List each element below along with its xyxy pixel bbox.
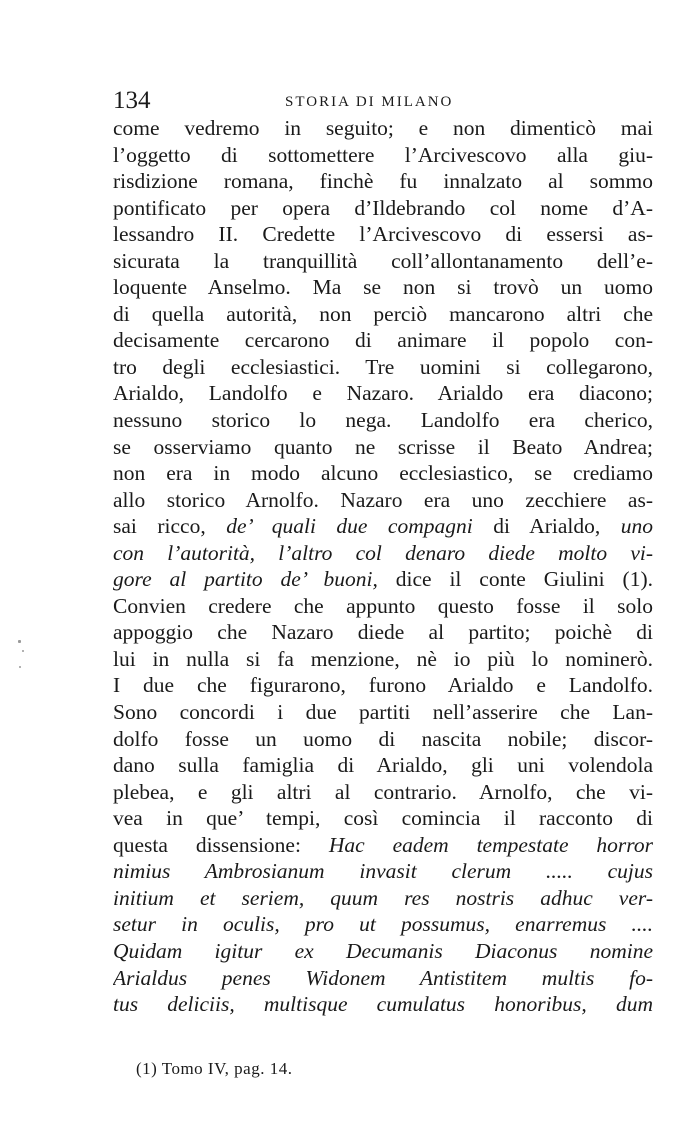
text-line (113, 699, 653, 726)
italic-text-segment: nimius Ambrosianum invasit clerum ..... cujus (113, 859, 653, 884)
italic-text-segment: setur in oculis, pro ut possumus, enarremus .... (113, 912, 653, 937)
italic-text-segment: initium et seriem, quum res nostris adhuc ver- (113, 885, 653, 910)
text-segment: sai ricco, (113, 514, 227, 539)
text-line (113, 301, 653, 328)
page-number: 134 (113, 87, 151, 114)
text-line (113, 380, 653, 407)
text-segment: l’oggetto di sottomettere l’Arcivescovo alla giu- (113, 142, 653, 167)
running-title: STORIA DI MILANO (285, 94, 454, 110)
text-segment: dano sulla famiglia di Arialdo, gli uni volendola (113, 753, 653, 778)
text-line (113, 779, 653, 806)
text-line (113, 593, 653, 620)
text-segment: vea in que’ tempi, così comincia il racconto di (113, 806, 653, 831)
text-segment: non era in modo alcuno ecclesiastico, se crediamo (113, 461, 653, 486)
text-line (113, 965, 653, 992)
text-line (113, 619, 653, 646)
text-line (113, 407, 653, 434)
text-line (113, 566, 653, 593)
running-head (113, 86, 653, 116)
text-segment: pontificato per opera d’Ildebrando col nome d’A- (113, 195, 653, 220)
text-segment: dolfo fosse un uomo di nascita nobile; discor- (113, 726, 653, 751)
text-line (113, 195, 653, 222)
text-line (113, 885, 653, 912)
text-line (113, 726, 653, 753)
text-line (113, 805, 653, 832)
italic-text-segment: Quidam igitur ex Decumanis Diaconus nomine (113, 938, 653, 963)
text-segment: nessuno storico lo nega. Landolfo era cherico, (113, 408, 653, 433)
text-line (113, 221, 653, 248)
italic-text-segment: tus deliciis, multisque cumulatus honoribus, dum (113, 992, 653, 1017)
text-segment: come vedremo in seguito; e non dimenticò mai (113, 116, 653, 140)
text-line (113, 142, 653, 169)
text-segment: allo storico Arnolfo. Nazaro era uno zecchiere as- (113, 487, 653, 512)
text-segment: se osserviamo quanto ne scrisse il Beato Andrea; (113, 434, 653, 459)
text-line (113, 274, 653, 301)
text-segment: questa dissensione: (113, 832, 329, 857)
italic-text-segment: con l’autorità, l’altro col denaro diede molto vi- (113, 540, 653, 565)
text-line (113, 752, 653, 779)
margin-speck (19, 666, 21, 668)
italic-text-segment: Hac eadem tempestate horror (328, 832, 653, 857)
italic-text-segment: Arialdus penes Widonem Antistitem multis fo- (113, 965, 653, 990)
text-line (113, 540, 653, 567)
text-segment: lessandro II. Credette l’Arcivescovo di essersi as- (113, 222, 653, 247)
italic-text-segment: gore al partito de’ buoni, (113, 567, 378, 592)
text-line (113, 991, 653, 1018)
text-line (113, 460, 653, 487)
text-line (113, 832, 653, 859)
text-segment: Arialdo, Landolfo e Nazaro. Arialdo era diacono; (113, 381, 653, 406)
text-segment: di Arialdo, (472, 514, 621, 539)
text-segment: Convien credere che appunto questo fosse il solo (113, 593, 653, 618)
text-line (113, 487, 653, 514)
text-segment: I due che figurarono, furono Arialdo e Landolfo. (113, 673, 653, 698)
text-segment: lui in nulla si fa menzione, nè io più lo nominerò. (113, 646, 653, 671)
text-segment: risdizione romana, finchè fu innalzato al sommo (113, 169, 653, 194)
text-line (113, 646, 653, 673)
text-segment: dice il conte Giulini (1). (377, 567, 653, 592)
italic-text-segment: uno (620, 514, 653, 539)
text-segment: Sono concordi i due partiti nell’asserire che Lan- (113, 700, 653, 725)
margin-speck (18, 640, 21, 643)
text-segment: tro degli ecclesiastici. Tre uomini si collegarono, (113, 354, 653, 379)
text-line (113, 911, 653, 938)
text-line (113, 434, 653, 461)
text-segment: loquente Anselmo. Ma se non si trovò un uomo (113, 275, 653, 300)
text-line (113, 938, 653, 965)
text-segment: decisamente cercarono di animare il popolo con- (113, 328, 653, 353)
text-segment: appoggio che Nazaro diede al partito; poichè di (113, 620, 653, 645)
text-segment: plebea, e gli altri al contrario. Arnolfo, che vi- (113, 779, 653, 804)
text-line (113, 672, 653, 699)
body-text (113, 115, 653, 1018)
text-line (113, 115, 653, 142)
text-line (113, 327, 653, 354)
text-line (113, 513, 653, 540)
italic-text-segment: de’ quali due compagni (226, 514, 473, 539)
text-segment: di quella autorità, non perciò mancarono altri che (113, 301, 653, 326)
footnote: (1) Tomo IV, pag. 14. (136, 1059, 293, 1078)
text-line (113, 168, 653, 195)
margin-speck (22, 650, 24, 652)
text-segment: sicurata la tranquillità coll’allontanamento dell’e- (113, 248, 653, 273)
text-line (113, 354, 653, 381)
text-line (113, 858, 653, 885)
text-line (113, 248, 653, 275)
